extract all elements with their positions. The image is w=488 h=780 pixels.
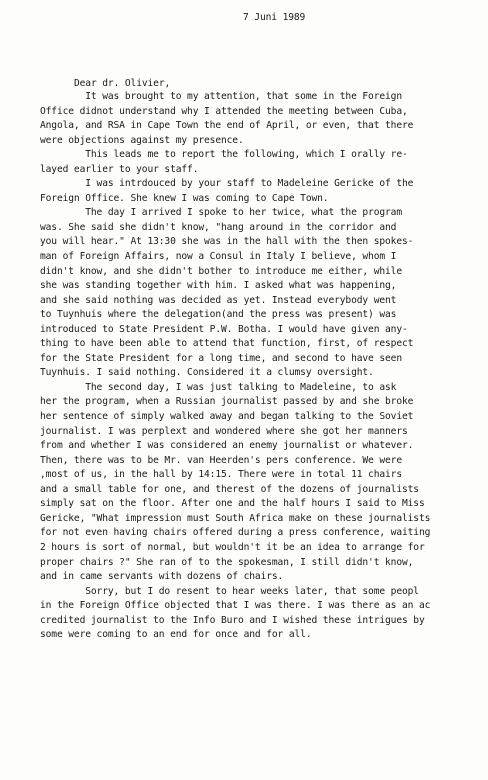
letter-line: man of Foreign Affairs, now a Consul in Italy I believe, whom I: [40, 251, 397, 263]
letter-body: [40, 90, 480, 643]
letter-date: 7 Juni 1989: [243, 12, 306, 23]
letter-line: The day I arrived I spoke to her twice, what the program: [40, 207, 402, 219]
letter-line: thing to have been able to attend that function, first, of respect: [40, 338, 414, 350]
letter-line: introduced to State President P.W. Botha. I would have given any-: [40, 323, 408, 335]
letter-line: Gericke, "What impression must South Africa make on these journalists: [40, 512, 431, 524]
letter-line: for not even having chairs offered during a press conference, waiting: [40, 527, 431, 539]
letter-line: proper chairs ?" She ran of to the spokesman, I still didn't know,: [40, 556, 414, 568]
letter-line: were objections against my presence.: [40, 134, 244, 146]
letter-line: ,most of us, in the hall by 14:15. There were in total 11 chairs: [40, 469, 402, 481]
letter-line: for the State President for a long time, and second to have seen: [40, 352, 402, 364]
letter-line: some were coming to an end for once and for all.: [40, 629, 312, 641]
letter-line: simply sat on the floor. After one and the half hours I said to Miss: [40, 498, 425, 510]
letter-line: Tuynhuis. I said nothing. Considered it a clumsy oversight.: [40, 367, 374, 379]
salutation: Dear dr. Olivier,: [74, 78, 171, 89]
letter-line: she was standing together with him. I asked what was happening,: [40, 280, 397, 292]
letter-line: from and whether I was considered an enemy journalist or whatever.: [40, 440, 414, 452]
letter-line: and in came servants with dozens of chairs.: [40, 571, 284, 583]
letter-line: Sorry, but I do resent to hear weeks later, that some peopl: [40, 585, 419, 597]
letter-line: layed earlier to your staff.: [40, 163, 199, 175]
letter-line: Then, there was to be Mr. van Heerden's pers conference. We were: [40, 454, 402, 466]
letter-line: her sentence of simply walked away and began talking to the Soviet: [40, 411, 414, 423]
letter-line: and she said nothing was decided as yet. Instead everybody went: [40, 294, 397, 306]
letter-line: Office didnot understand why I attended the meeting between Cuba,: [40, 105, 408, 117]
letter-line: was. She said she didn't know, "hang around in the corridor and: [40, 221, 397, 233]
letter-line: I was intrdouced by your staff to Madeleine Gericke of the: [40, 178, 414, 190]
letter-line: It was brought to my attention, that some in the Foreign: [40, 91, 402, 102]
letter-line: The second day, I was just talking to Madeleine, to ask: [40, 381, 397, 393]
letter-line: Foreign Office. She knew I was coming to Cape Town.: [40, 192, 329, 204]
letter-line: didn't know, and she didn't bother to introduce me either, while: [40, 265, 402, 277]
letter-line: 2 hours is sort of normal, but wouldn't it be an idea to arrange for: [40, 541, 425, 553]
letter-line: journalist. I was perplext and wondered where she got her manners: [40, 425, 408, 437]
letter-line: to Tuynhuis where the delegation(and the press was present) was: [40, 309, 397, 321]
letter-line: credited journalist to the Info Buro and I wished these intrigues by: [40, 614, 425, 626]
letter-line: her the program, when a Russian journalist passed by and she broke: [40, 396, 414, 408]
letter-line: and a small table for one, and therest of the dozens of journalists: [40, 483, 419, 495]
letter-line: you will hear." At 13:30 she was in the hall with the then spokes-: [40, 236, 414, 248]
letter-line: Angola, and RSA in Cape Town the end of April, or even, that there: [40, 120, 414, 132]
letter-line: This leads me to report the following, which I orally re-: [40, 149, 408, 161]
letter-line: in the Foreign Office objected that I was there. I was there as an ac: [40, 600, 431, 612]
